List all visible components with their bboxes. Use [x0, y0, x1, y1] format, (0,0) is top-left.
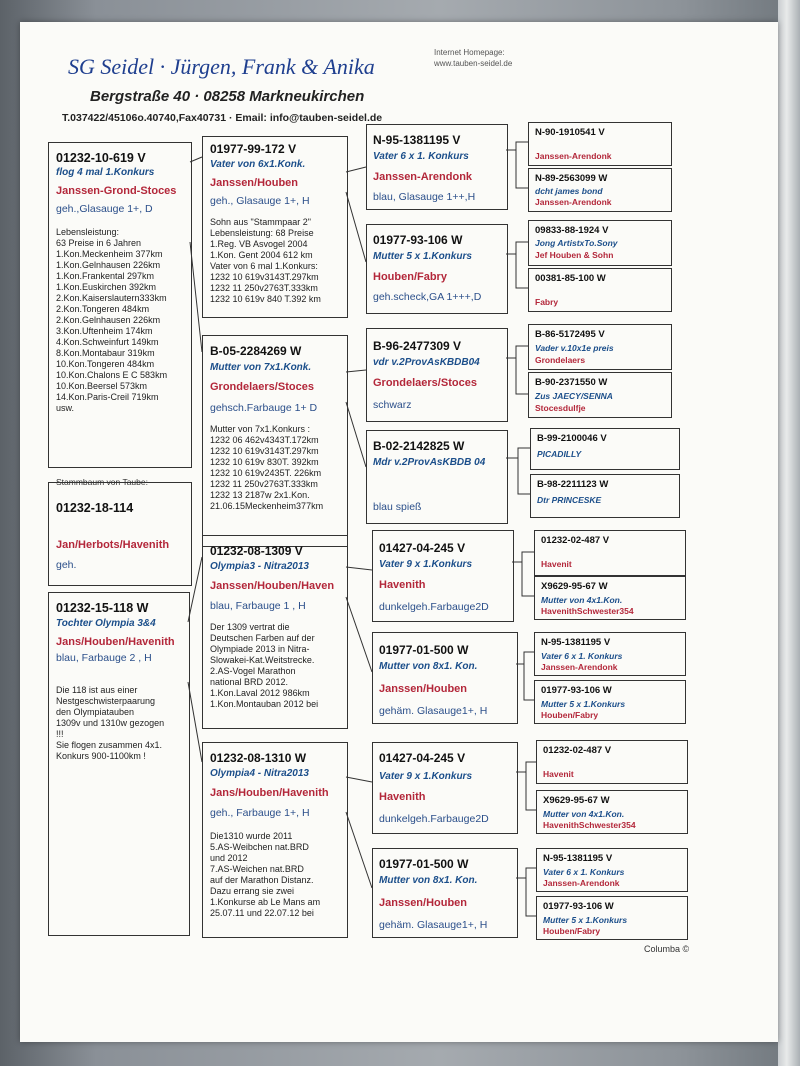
gen4-ring: 00381-85-100 W — [535, 273, 606, 284]
note-line: Olympiade 2013 in Nitra- — [210, 644, 310, 654]
note-line: 1232 10 619v2435T. 226km — [210, 468, 322, 478]
background-edge — [778, 0, 800, 1066]
gen2-ring: B-05-2284269 W — [210, 344, 302, 358]
gen4-ring: 01977-93-106 W — [541, 685, 612, 696]
gen3-desc: Vater 9 x 1.Konkurs — [379, 771, 473, 782]
note-line: 1.Kon.Gelnhausen 226km — [56, 260, 161, 270]
note-line: 1.Reg. VB Asvogel 2004 — [210, 239, 308, 249]
gen4-desc: dcht james bond — [535, 186, 603, 196]
gen4-name: Fabry — [535, 297, 559, 307]
note-line: den Olympiatauben — [56, 707, 135, 717]
note-line: 63 Preise in 6 Jahren — [56, 238, 142, 248]
note-line: Sie flogen zusammen 4x1. — [56, 740, 163, 750]
subject-name: Janssen-Grond-Stoces — [56, 185, 177, 197]
gen3-ring: N-95-1381195 V — [373, 133, 461, 147]
gen4-ring: X9629-95-67 W — [541, 581, 608, 592]
gen4-ring: B-98-2211123 W — [537, 479, 609, 490]
pedigree-sheet — [20, 22, 778, 1042]
gen4-desc: Mutter von 4x1.Kon. — [543, 809, 625, 819]
note-line: 1232 06 462v4343T.172km — [210, 435, 319, 445]
gen3-color: gehäm. Glasauge1+, H — [379, 705, 488, 717]
gen4-desc: Jong ArtistxTo.Sony — [535, 238, 618, 248]
gen3-name: Grondelaers/Stoces — [373, 377, 477, 389]
note-line: 10.Kon.Tongeren 484km — [56, 359, 155, 369]
gen2-ring: 01232-08-1309 V — [210, 544, 303, 558]
gen3-color: schwarz — [373, 399, 412, 411]
gen4-name: Houben/Fabry — [543, 926, 601, 936]
dam-name: Jans/Houben/Havenith — [56, 636, 175, 648]
address-line: Bergstraße 40 · 08258 Markneukirchen — [90, 88, 365, 105]
gen3-name: Janssen/Houben — [379, 897, 468, 909]
note-line: Der 1309 vertrat die — [210, 622, 290, 632]
contact-line: T.037422/45106o.40740,Fax40731 · Email: info@tauben-seidel.de — [62, 112, 383, 124]
gen4-ring: N-89-2563099 W — [535, 173, 608, 184]
gen3-ring: 01977-01-500 W — [379, 643, 469, 657]
gen4-name: Havenit — [543, 769, 574, 779]
note-line: 1232 10 619v 830T. 392km — [210, 457, 319, 467]
note-line: 25.07.11 und 22.07.12 bei — [210, 908, 314, 918]
page-title: SG Seidel · Jürgen, Frank & Anika — [68, 54, 375, 79]
gen2-name: Grondelaers/Stoces — [210, 381, 314, 393]
gen4-name: Janssen-Arendonk — [541, 662, 618, 672]
note-line: Die 118 ist aus einer — [56, 685, 138, 695]
gen4-name: Grondelaers — [535, 355, 586, 365]
gen4-desc: Vater 6 x 1. Konkurs — [543, 867, 625, 877]
gen3-desc: Vater 9 x 1.Konkurs — [379, 559, 473, 570]
note-line: 1232 10 619v 840 T.392 km — [210, 294, 321, 304]
gen2-color: geh., Farbauge 1+, H — [210, 807, 310, 819]
gen3-color: blau spieß — [373, 501, 422, 513]
gen4-desc: Vader v.10x1e preis — [535, 343, 614, 353]
gen3-name: Havenith — [379, 791, 426, 803]
gen4-name: HavenithSchwester354 — [543, 820, 636, 830]
subject-color: geh.,Glasauge 1+, D — [56, 203, 153, 215]
note-line: 1.Kon.Laval 2012 986km — [210, 688, 310, 698]
gen4-ring: N-90-1910541 V — [535, 127, 605, 138]
note-line: 10.Kon.Chalons E C 583km — [56, 370, 168, 380]
gen2-desc: Olympia3 - Nitra2013 — [210, 561, 309, 572]
note-line: 2.AS-Vogel Marathon — [210, 666, 296, 676]
note-line: 1.Kon.Meckenheim 377km — [56, 249, 163, 259]
gen3-color: dunkelgeh.Farbauge2D — [379, 601, 489, 613]
note-line: Sohn aus "Stammpaar 2" — [210, 217, 311, 227]
homepage-label: Internet Homepage: — [434, 48, 505, 57]
gen4-desc: PICADILLY — [537, 449, 582, 459]
gen4-ring: N-95-1381195 V — [541, 637, 611, 648]
gen4-name: Houben/Fabry — [541, 710, 599, 720]
note-line: Lebensleistung: — [56, 227, 120, 237]
gen4-name: Havenit — [541, 559, 572, 569]
note-line: 1.Kon. Gent 2004 612 km — [210, 250, 313, 260]
gen3-name: Janssen-Arendonk — [373, 171, 473, 183]
note-line: Dazu errang sie zwei — [210, 886, 295, 896]
gen2-ring: 01232-08-1310 W — [210, 751, 307, 765]
stammbaum-name: Jan/Herbots/Havenith — [56, 539, 170, 551]
gen3-desc: Mutter von 8x1. Kon. — [379, 661, 478, 672]
gen4-name: Janssen-Arendonk — [543, 878, 620, 888]
gen2-name: Janssen/Houben — [210, 177, 299, 189]
note-line: Konkurs 900-1100km ! — [56, 751, 146, 761]
note-line: 1232 13 2187w 2x1.Kon. — [210, 490, 310, 500]
stammbaum-color: geh. — [56, 559, 77, 571]
note-line: 3.Kon.Uftenheim 174km — [56, 326, 153, 336]
gen4-ring: 01232-02-487 V — [543, 745, 612, 756]
gen3-color: gehäm. Glasauge1+, H — [379, 919, 488, 931]
gen4-desc: Mutter 5 x 1.Konkurs — [543, 915, 628, 925]
gen2-color: geh., Glasauge 1+, H — [210, 195, 310, 207]
homepage-link[interactable]: www.tauben-seidel.de — [434, 59, 513, 68]
note-line: 1232 11 250v2763T.333km — [210, 479, 318, 489]
gen3-desc: vdr v.2ProvAsKBDB04 — [373, 357, 480, 368]
note-line: 8.Kon.Montabaur 319km — [56, 348, 155, 358]
gen3-ring: 01427-04-245 V — [379, 541, 466, 555]
subject-desc: flog 4 mal 1.Konkurs — [56, 167, 155, 178]
gen4-ring: B-86-5172495 V — [535, 329, 605, 340]
dam-ring: 01232-15-118 W — [56, 601, 149, 615]
note-line: 2.Kon.Gelnhausen 226km — [56, 315, 161, 325]
gen3-color: blau, Glasauge 1++,H — [373, 191, 476, 203]
gen4-name: Janssen-Arendonk — [535, 151, 612, 161]
gen4-ring: N-95-1381195 V — [543, 853, 613, 864]
gen4-desc: Dtr PRINCESKE — [537, 495, 602, 505]
note-line: 4.Kon.Schweinfurt 149km — [56, 337, 159, 347]
gen2-color: blau, Farbauge 1 , H — [210, 600, 306, 612]
gen2-desc: Vater von 6x1.Konk. — [210, 159, 306, 170]
gen3-name: Houben/Fabry — [373, 271, 447, 283]
gen3-desc: Mutter von 8x1. Kon. — [379, 875, 478, 886]
gen4-desc: Zus JAECY/SENNA — [535, 391, 613, 401]
gen2-desc: Mutter von 7x1.Konk. — [210, 362, 312, 373]
stammbaum-ring: 01232-18-114 — [56, 501, 134, 515]
note-line: 7.AS-Weichen nat.BRD — [210, 864, 304, 874]
gen4-ring: 01232-02-487 V — [541, 535, 610, 546]
gen2-desc: Olympia4 - Nitra2013 — [210, 768, 309, 779]
gen2-ring: 01977-99-172 V — [210, 142, 297, 156]
note-line: national BRD 2012. — [210, 677, 289, 687]
gen2-color: gehsch.Farbauge 1+ D — [210, 402, 318, 414]
gen3-color: geh.scheck,GA 1+++,D — [373, 291, 482, 303]
gen4-ring: B-90-2371550 W — [535, 377, 608, 388]
gen4-desc: Vater 6 x 1. Konkurs — [541, 651, 623, 661]
gen2-name: Janssen/Houben/Haven — [210, 580, 335, 592]
note-line: 14.Kon.Paris-Creil 719km — [56, 392, 159, 402]
note-line: 1.Kon.Euskirchen 392km — [56, 282, 157, 292]
note-line: Deutschen Farben auf der — [210, 633, 315, 643]
gen3-ring: 01427-04-245 V — [379, 751, 466, 765]
subject-ring: 01232-10-619 V — [56, 151, 146, 165]
note-line: Die1310 wurde 2011 — [210, 831, 293, 841]
note-line: Nestgeschwisterpaarung — [56, 696, 156, 706]
gen4-name: Janssen-Arendonk — [535, 197, 612, 207]
gen4-ring: B-99-2100046 V — [537, 433, 607, 444]
dam-color: blau, Farbauge 2 , H — [56, 652, 152, 664]
gen3-color: dunkelgeh.Farbauge2D — [379, 813, 489, 825]
dam-desc: Tochter Olympia 3&4 — [56, 618, 156, 629]
gen3-ring: 01977-01-500 W — [379, 857, 469, 871]
note-line: Vater von 6 mal 1.Konkurs: — [210, 261, 318, 271]
note-line: 1.Konkurse ab Le Mans am — [210, 897, 321, 907]
note-line: !!! — [56, 729, 64, 739]
gen4-name: Jef Houben & Sohn — [535, 250, 614, 260]
gen4-ring: X9629-95-67 W — [543, 795, 610, 806]
note-line: 1309v und 1310w gezogen — [56, 718, 165, 728]
footer-credit: Columba © — [644, 944, 690, 954]
note-line: 10.Kon.Beersel 573km — [56, 381, 148, 391]
gen3-ring: B-02-2142825 W — [373, 439, 465, 453]
gen3-desc: Mutter 5 x 1.Konkurs — [373, 251, 472, 262]
pedigree-connectors — [20, 22, 778, 1042]
note-line: auf der Marathon Distanz. — [210, 875, 314, 885]
note-line: 1.Kon.Frankental 297km — [56, 271, 155, 281]
gen4-desc: Mutter von 4x1.Kon. — [541, 595, 623, 605]
gen3-name: Havenith — [379, 579, 426, 591]
note-line: Lebensleistung: 68 Preise — [210, 228, 314, 238]
note-line: usw. — [56, 403, 75, 413]
note-line: Slowakei-Kat.Weitstrecke. — [210, 655, 315, 665]
gen3-name: Janssen/Houben — [379, 683, 468, 695]
note-line: 5.AS-Weibchen nat.BRD — [210, 842, 309, 852]
note-line: 1.Kon.Montauban 2012 bei — [210, 699, 319, 709]
note-line: 1232 11 250v2763T.333km — [210, 283, 318, 293]
note-line: und 2012 — [210, 853, 248, 863]
stammbaum-label: Stammbaum von Taube: — [56, 477, 148, 487]
note-line: Mutter von 7x1.Konkurs : — [210, 424, 311, 434]
note-line: 2.Kon.Tongeren 484km — [56, 304, 150, 314]
gen4-name: HavenithSchwester354 — [541, 606, 634, 616]
gen4-ring: 09833-88-1924 V — [535, 225, 609, 236]
note-line: 1232 10 619v3143T.297km — [210, 446, 319, 456]
gen4-ring: 01977-93-106 W — [543, 901, 614, 912]
gen4-name: Stocesdulfje — [535, 403, 586, 413]
note-line: 1232 10 619v3143T.297km — [210, 272, 319, 282]
gen2-name: Jans/Houben/Havenith — [210, 787, 329, 799]
gen3-desc: Vater 6 x 1. Konkurs — [373, 151, 469, 162]
gen4-desc: Mutter 5 x 1.Konkurs — [541, 699, 626, 709]
gen3-desc: Mdr v.2ProvAsKBDB 04 — [373, 457, 486, 468]
gen3-ring: B-96-2477309 V — [373, 339, 462, 353]
note-line: 2.Kon.Kaiserslautern333km — [56, 293, 167, 303]
note-line: 21.06.15Meckenheim377km — [210, 501, 324, 511]
gen3-ring: 01977-93-106 W — [373, 233, 463, 247]
